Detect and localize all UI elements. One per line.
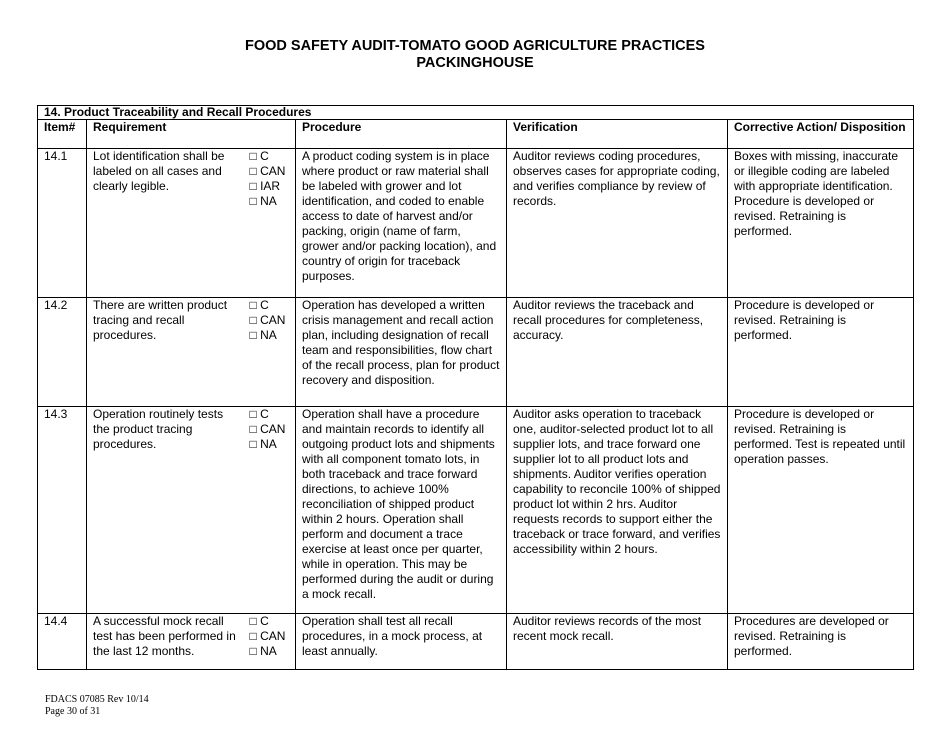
item-number: 14.2	[38, 298, 87, 407]
corrective-action-text: Boxes with missing, inaccurate or illegible coding are labeled with appropriate identification. Procedure is developed or revised. Retraining is performed.	[728, 149, 914, 298]
procedure-text: Operation shall have a procedure and maintain records to identify all outgoing product lots and shipments with all component tomato lots, in both traceback and trace forward directions, to achieve 100% reconciliation of shipped product within 2 hours. Operation shall perform and document a trace exercise at least once per quarter, while in operation. This may be performed during the audit or during a mock recall.	[296, 407, 507, 614]
checkbox-option-c[interactable]: □ C	[249, 614, 269, 628]
checkbox-option-c[interactable]: □ C	[249, 298, 269, 312]
document-title-line-1: FOOD SAFETY AUDIT-TOMATO GOOD AGRICULTURE PRACTICES	[245, 38, 705, 54]
column-header-item: Item#	[38, 120, 87, 149]
requirement-text: A successful mock recall test has been performed in the last 12 months.	[87, 614, 244, 670]
column-header-corrective-action: Corrective Action/ Disposition	[728, 120, 914, 149]
checkbox-option-can[interactable]: □ CAN	[249, 164, 286, 178]
checkbox-option-na[interactable]: □ NA	[249, 644, 277, 658]
checkbox-option-na[interactable]: □ NA	[249, 194, 277, 208]
table-row	[38, 614, 914, 670]
column-header-requirement: Requirement	[87, 120, 296, 149]
checkbox-option-na[interactable]: □ NA	[249, 437, 277, 451]
item-number: 14.4	[38, 614, 87, 670]
requirement-text: Operation routinely tests the product tracing procedures.	[87, 407, 244, 614]
table-row	[38, 298, 914, 407]
procedure-text: A product coding system is in place where product or raw material shall be labeled with grower and lot identification, and coded to enable access to date of harvest and/or packing, origin (name of farm, grower and/or packing location), and country of origin for traceback purposes.	[296, 149, 507, 298]
table-row	[38, 407, 914, 614]
checkbox-option-c[interactable]: □ C	[249, 407, 269, 421]
audit-table	[37, 105, 914, 670]
form-identifier: FDACS 07085 Rev 10/14	[45, 694, 149, 705]
column-header-procedure: Procedure	[296, 120, 507, 149]
requirement-text: Lot identification shall be labeled on all cases and clearly legible.	[87, 149, 244, 298]
corrective-action-text: Procedure is developed or revised. Retraining is performed. Test is repeated until operation passes.	[728, 407, 914, 614]
checkbox-option-c[interactable]: □ C	[249, 149, 269, 163]
compliance-checkboxes	[244, 614, 296, 670]
item-number: 14.1	[38, 149, 87, 298]
corrective-action-text: Procedure is developed or revised. Retraining is performed.	[728, 298, 914, 407]
table-row	[38, 149, 914, 298]
verification-text: Auditor reviews records of the most recent mock recall.	[507, 614, 728, 670]
corrective-action-text: Procedures are developed or revised. Retraining is performed.	[728, 614, 914, 670]
document-title-line-2: PACKINGHOUSE	[416, 55, 534, 71]
item-number: 14.3	[38, 407, 87, 614]
compliance-checkboxes	[244, 149, 296, 298]
column-header-verification: Verification	[507, 120, 728, 149]
section-heading: 14. Product Traceability and Recall Procedures	[38, 106, 914, 120]
procedure-text: Operation shall test all recall procedures, in a mock process, at least annually.	[296, 614, 507, 670]
verification-text: Auditor asks operation to traceback one, auditor-selected product lot to all supplier lots, and trace forward one supplier lot to all product lots and shipments. Auditor verifies operation capability to reconcile 100% of shipped product lot within 2 hrs. Auditor requests records to support either the traceback or trace forward, and verifies accessibility within 2 hours.	[507, 407, 728, 614]
checkbox-option-can[interactable]: □ CAN	[249, 313, 286, 327]
verification-text: Auditor reviews the traceback and recall procedures for completeness, accuracy.	[507, 298, 728, 407]
compliance-checkboxes	[244, 407, 296, 614]
compliance-checkboxes	[244, 298, 296, 407]
requirement-text: There are written product tracing and recall procedures.	[87, 298, 244, 407]
checkbox-option-iar[interactable]: □ IAR	[249, 179, 281, 193]
verification-text: Auditor reviews coding procedures, observes cases for appropriate coding, and verifies compliance by review of records.	[507, 149, 728, 298]
checkbox-option-na[interactable]: □ NA	[249, 328, 277, 342]
checkbox-option-can[interactable]: □ CAN	[249, 422, 286, 436]
checkbox-option-can[interactable]: □ CAN	[249, 629, 286, 643]
page-number: Page 30 of 31	[45, 706, 101, 717]
procedure-text: Operation has developed a written crisis management and recall action plan, including designation of recall team and responsibilities, flow chart of the recall process, plan for product recovery and disposition.	[296, 298, 507, 407]
